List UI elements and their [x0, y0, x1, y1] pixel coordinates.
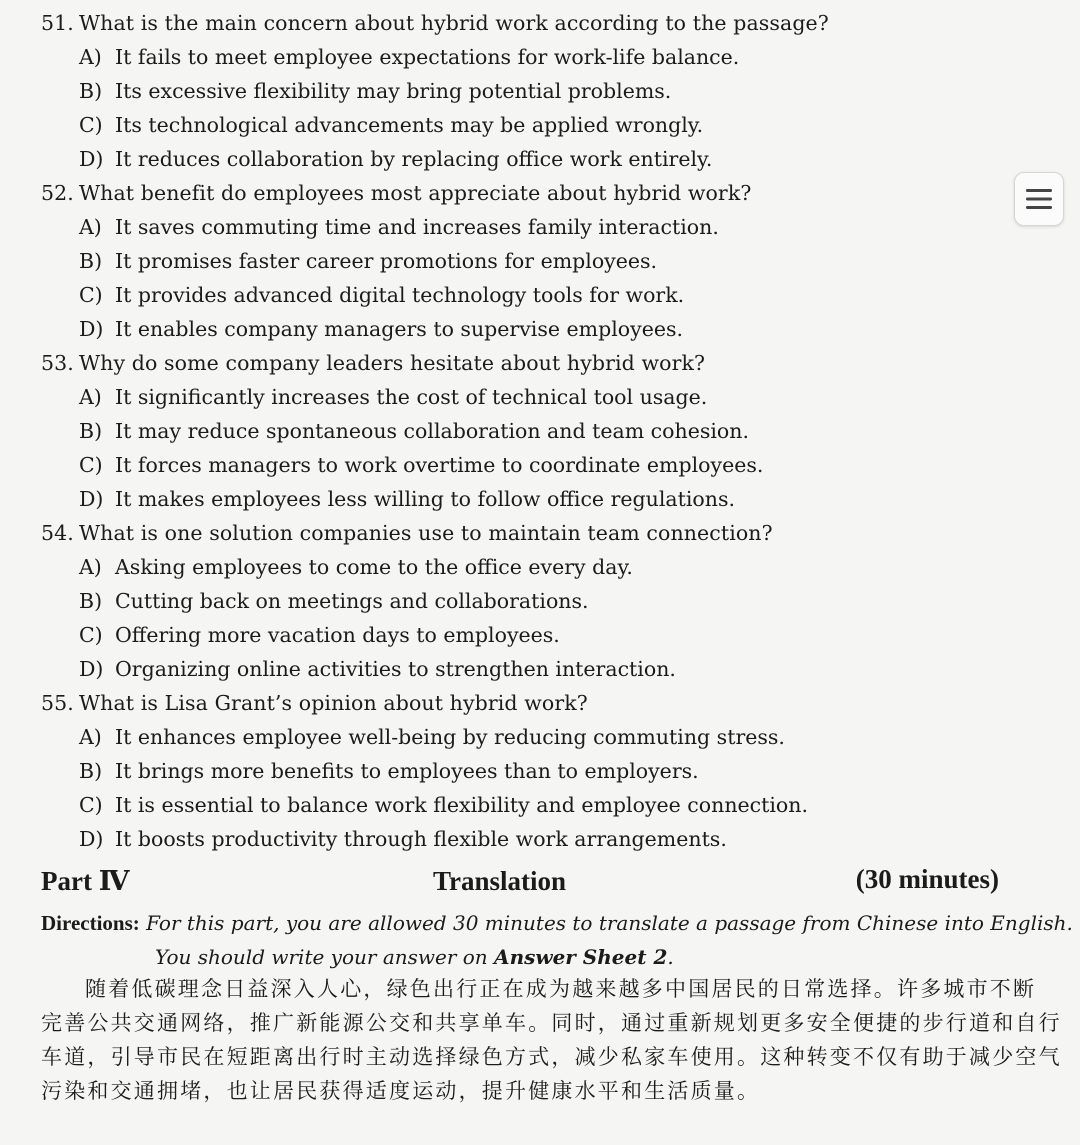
- option-text: It brings more benefits to employees than to employers.: [115, 759, 699, 783]
- option-text: Offering more vacation days to employees.: [115, 623, 560, 647]
- passage-line: 完善公共交通网络，推广新能源公交和共享单车。同时，通过重新规划更多安全便捷的步行道和自行: [41, 1011, 1062, 1035]
- passage-line: 随着低碳理念日益深入人心，绿色出行正在成为越来越多中国居民的日常选择。许多城市不断: [85, 977, 1037, 1001]
- option-letter: C): [79, 623, 103, 647]
- option-text: Its excessive flexibility may bring potential problems.: [115, 79, 672, 103]
- option-letter: D): [79, 827, 104, 851]
- directions-text: .: [667, 945, 674, 969]
- option-c: [0, 788, 1000, 822]
- option-b: [0, 754, 1000, 788]
- option-d: [0, 822, 1000, 856]
- option-letter: A): [79, 215, 102, 239]
- part-time: (30 minutes): [855, 864, 999, 894]
- part-title: Translation: [433, 866, 567, 896]
- question-text: Why do some company leaders hesitate about hybrid work?: [79, 351, 706, 375]
- option-letter: C): [79, 283, 103, 307]
- option-text: Cutting back on meetings and collaborations.: [115, 589, 589, 613]
- option-letter: A): [79, 385, 102, 409]
- option-a: [0, 550, 1000, 584]
- option-letter: A): [79, 725, 102, 749]
- option-letter: D): [79, 657, 104, 681]
- option-text: It provides advanced digital technology tools for work.: [115, 283, 685, 307]
- option-text: It significantly increases the cost of technical tool usage.: [115, 385, 708, 409]
- part-number: Part Ⅳ: [41, 866, 130, 896]
- hamburger-menu-icon: [1026, 187, 1052, 211]
- directions-line-2: [41, 940, 1003, 974]
- part-header: [41, 866, 999, 904]
- directions-text: For this part, you are allowed 30 minutes to translate a passage from Chinese into English.: [146, 911, 1073, 935]
- option-c: [0, 278, 1000, 312]
- option-letter: B): [79, 759, 103, 783]
- option-d: [0, 652, 1000, 686]
- option-a: [0, 40, 1000, 74]
- directions-text: You should write your answer on: [155, 945, 495, 969]
- option-text: It promises faster career promotions for employees.: [115, 249, 658, 273]
- option-b: [0, 74, 1000, 108]
- option-text: It is essential to balance work flexibility and employee connection.: [115, 793, 808, 817]
- question-55: [0, 686, 1000, 856]
- question-51: [0, 6, 1000, 176]
- directions-lead: Directions:: [41, 911, 140, 935]
- question-stem: [0, 176, 1000, 210]
- question-list: [0, 6, 1000, 856]
- option-b: [0, 244, 1000, 278]
- question-stem: [0, 346, 1000, 380]
- passage-line: 污染和交通拥堵，也让居民获得适度运动，提升健康水平和生活质量。: [41, 1079, 761, 1103]
- question-52: [0, 176, 1000, 346]
- option-text: Asking employees to come to the office every day.: [115, 555, 633, 579]
- option-letter: C): [79, 113, 103, 137]
- option-a: [0, 380, 1000, 414]
- question-text: What is one solution companies use to maintain team connection?: [79, 521, 773, 545]
- answer-sheet-label: Answer Sheet 2: [494, 945, 668, 969]
- option-text: It boosts productivity through flexible work arrangements.: [115, 827, 727, 851]
- option-text: It makes employees less willing to follow office regulations.: [115, 487, 735, 511]
- option-letter: C): [79, 793, 103, 817]
- option-a: [0, 720, 1000, 754]
- question-54: [0, 516, 1000, 686]
- directions: [41, 906, 1073, 974]
- chinese-passage: [41, 972, 1062, 1108]
- option-text: It forces managers to work overtime to coordinate employees.: [115, 453, 764, 477]
- option-c: [0, 108, 1000, 142]
- question-stem: [0, 686, 1000, 720]
- question-text: What is Lisa Grant’s opinion about hybrid work?: [79, 691, 588, 715]
- option-text: It fails to meet employee expectations for work-life balance.: [115, 45, 740, 69]
- option-b: [0, 414, 1000, 448]
- option-text: It enables company managers to supervise employees.: [115, 317, 683, 341]
- menu-button[interactable]: [1014, 172, 1064, 226]
- question-53: [0, 346, 1000, 516]
- option-a: [0, 210, 1000, 244]
- option-letter: B): [79, 419, 103, 443]
- question-number: 51.: [41, 11, 74, 35]
- question-number: 53.: [41, 351, 74, 375]
- option-text: It enhances employee well-being by reducing commuting stress.: [115, 725, 785, 749]
- option-letter: B): [79, 589, 103, 613]
- option-b: [0, 584, 1000, 618]
- question-number: 52.: [41, 181, 74, 205]
- option-text: It reduces collaboration by replacing office work entirely.: [115, 147, 713, 171]
- question-stem: [0, 6, 1000, 40]
- option-text: It may reduce spontaneous collaboration and team cohesion.: [115, 419, 749, 443]
- option-d: [0, 312, 1000, 346]
- option-letter: D): [79, 487, 104, 511]
- question-number: 55.: [41, 691, 74, 715]
- option-text: Its technological advancements may be applied wrongly.: [115, 113, 704, 137]
- question-stem: [0, 516, 1000, 550]
- question-number: 54.: [41, 521, 74, 545]
- question-text: What is the main concern about hybrid work according to the passage?: [79, 11, 829, 35]
- option-letter: C): [79, 453, 103, 477]
- option-text: It saves commuting time and increases family interaction.: [115, 215, 719, 239]
- option-letter: B): [79, 79, 103, 103]
- option-d: [0, 142, 1000, 176]
- option-letter: A): [79, 45, 102, 69]
- option-d: [0, 482, 1000, 516]
- option-c: [0, 448, 1000, 482]
- option-letter: B): [79, 249, 103, 273]
- question-text: What benefit do employees most appreciate about hybrid work?: [79, 181, 752, 205]
- option-letter: A): [79, 555, 102, 579]
- option-letter: D): [79, 147, 104, 171]
- passage-line: 车道，引导市民在短距离出行时主动选择绿色方式，减少私家车使用。这种转变不仅有助于减少空气: [41, 1045, 1062, 1069]
- option-text: Organizing online activities to strengthen interaction.: [115, 657, 676, 681]
- directions-line-1: [41, 906, 1073, 940]
- option-letter: D): [79, 317, 104, 341]
- option-c: [0, 618, 1000, 652]
